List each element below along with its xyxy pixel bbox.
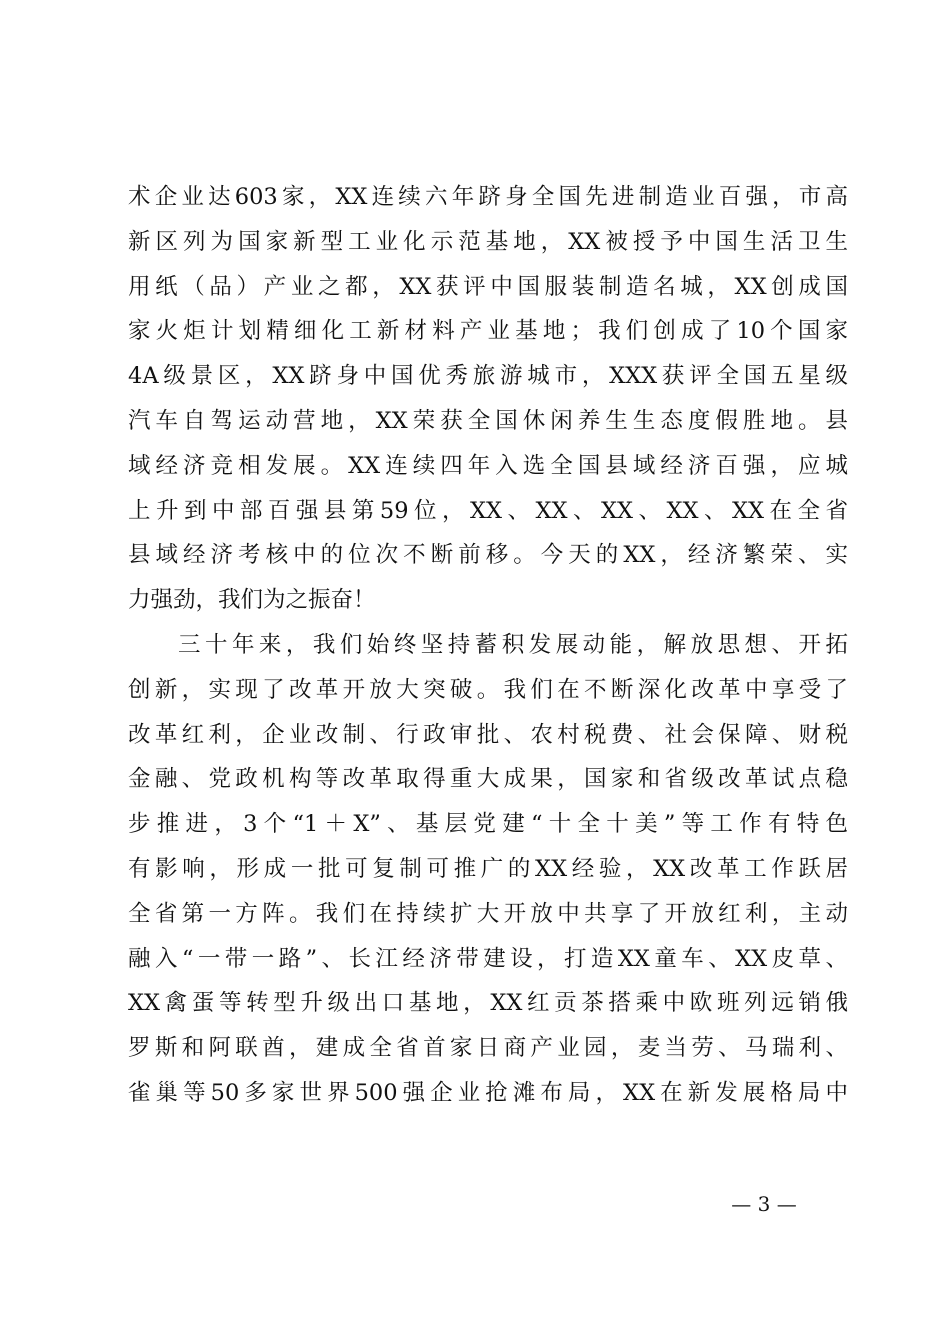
paragraph-line: 用纸（品）产业之都，XX获评中国服装制造名城，XX创成国 [128,273,848,300]
paragraph-line: XX禽蛋等转型升级出口基地，XX红贡茶搭乘中欧班列远销俄 [128,990,848,1017]
paragraph-line: 融入“一带一路”、长江经济带建设，打造XX童车、XX皮草、 [128,945,848,972]
paragraph-line: 创新，实现了改革开放大突破。我们在不断深化改革中享受了 [128,676,848,703]
paragraph-line: 术企业达603家，XX连续六年跻身全国先进制造业百强，市高 [128,184,848,210]
body-text [128,175,848,1116]
paragraph-line: 步推进，3个“1＋X”、基层党建“十全十美”等工作有特色 [128,811,848,838]
paragraph-line: 雀巢等50多家世界500强企业抢滩布局，XX在新发展格局中 [128,1079,848,1106]
paragraph-line: 上升到中部百强县第59位，XX、XX、XX、XX、XX在全省 [128,497,848,524]
paragraph-line: 4A级景区，XX跻身中国优秀旅游城市，XXX获评全国五星级 [128,363,848,390]
paragraph-line: 三十年来，我们始终坚持蓄积发展动能，解放思想、开拓 [178,631,848,658]
paragraph-line: 新区列为国家新型工业化示范基地，XX被授予中国生活卫生 [128,228,848,255]
paragraph-line: 金融、党政机构等改革取得重大成果，国家和省级改革试点稳 [128,766,848,793]
paragraph-line: 改革红利，企业改制、行政审批、农村税费、社会保障、财税 [128,721,848,748]
paragraph-line: 有影响，形成一批可复制可推广的XX经验，XX改革工作跃居 [128,855,848,882]
page-number: — 3 — [731,1192,797,1216]
paragraph-line: 力强劲，我们为之振奋！ [128,587,376,614]
paragraph-2 [128,623,848,1116]
paragraph-1 [128,175,848,623]
paragraph-line: 汽车自驾运动营地，XX荣获全国休闲养生生态度假胜地。县 [128,407,848,434]
paragraph-line: 县域经济考核中的位次不断前移。今天的XX，经济繁荣、实 [128,542,848,569]
paragraph-line: 域经济竞相发展。XX连续四年入选全国县域经济百强，应城 [128,452,848,479]
paragraph-line: 全省第一方阵。我们在持续扩大开放中共享了开放红利，主动 [128,900,848,927]
paragraph-line: 罗斯和阿联酋，建成全省首家日商产业园，麦当劳、马瑞利、 [128,1035,848,1062]
paragraph-line: 家火炬计划精细化工新材料产业基地；我们创成了10个国家 [128,318,848,345]
